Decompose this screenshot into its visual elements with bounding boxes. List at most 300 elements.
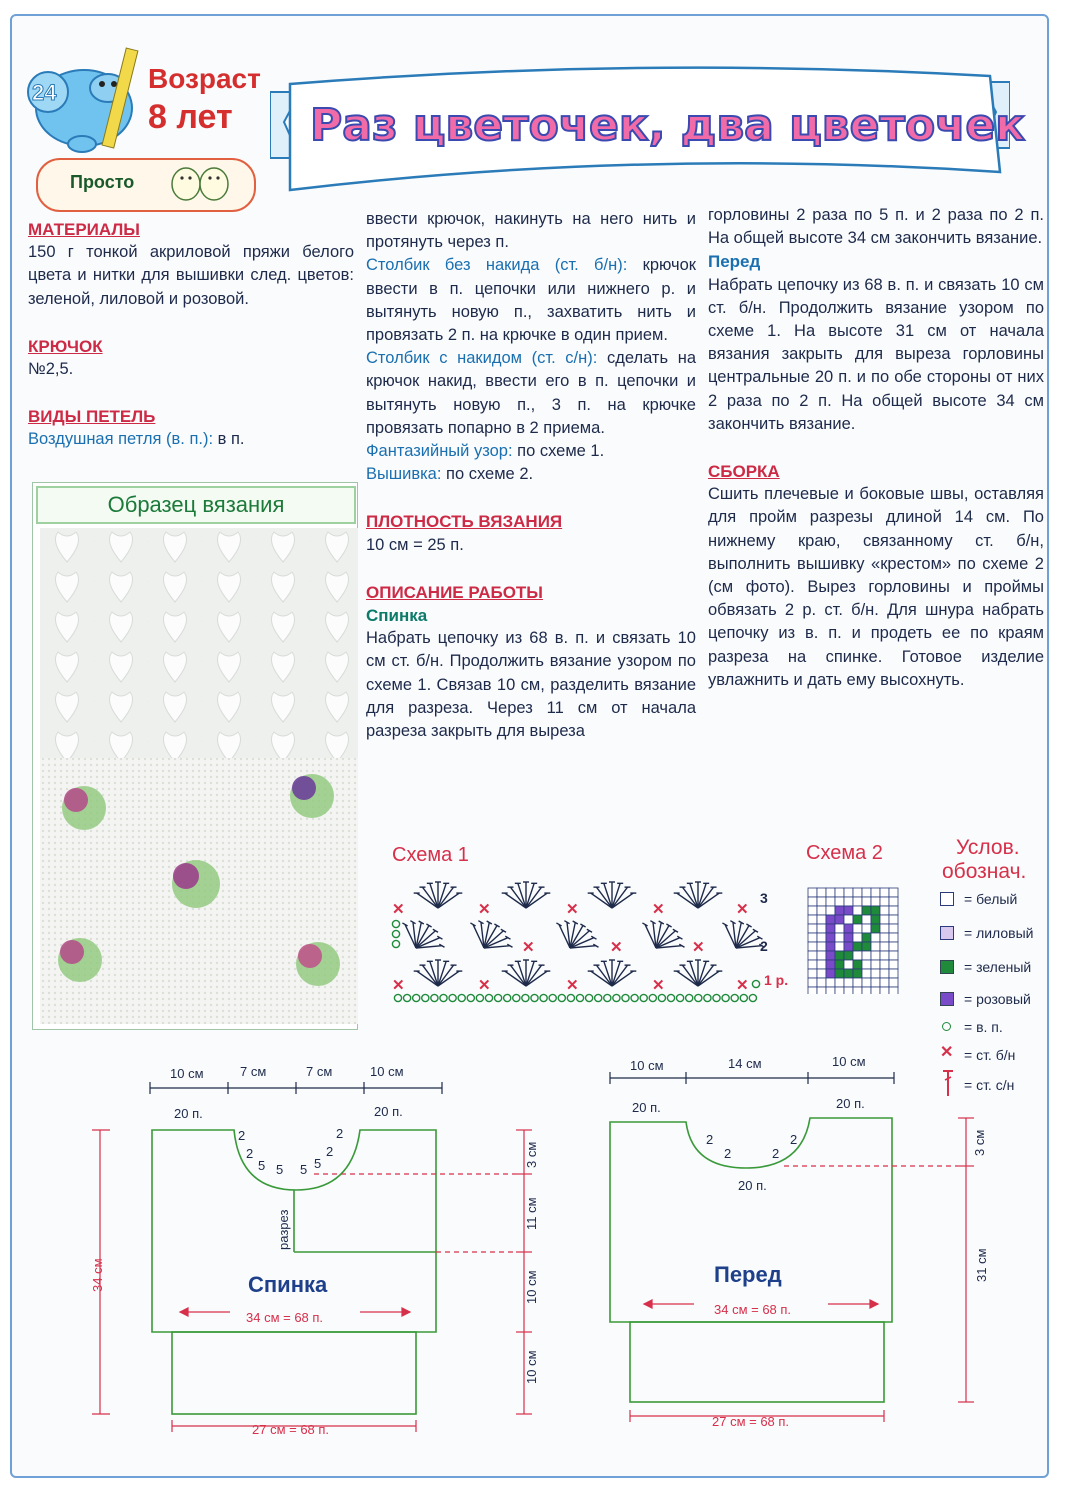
single-crochet-symbol: ✕ — [566, 901, 579, 918]
chain-stitch-text: в п. — [213, 430, 245, 449]
single-crochet-icon: ✕ — [940, 1044, 954, 1061]
grid-cell — [871, 888, 880, 897]
chain-symbol — [640, 994, 647, 1001]
single-crochet-symbol: ✕ — [652, 977, 665, 994]
fan-symbol — [502, 882, 551, 908]
chain-symbol — [392, 920, 399, 927]
chain-symbol — [513, 994, 520, 1001]
chain-symbol — [731, 994, 738, 1001]
hook-text: №2,5. — [28, 360, 74, 379]
legend-label: = розовый — [964, 991, 1031, 1007]
single-crochet-symbol: ✕ — [478, 977, 491, 994]
legend-label: = ст. с/н — [964, 1077, 1015, 1093]
single-crochet-symbol: ✕ — [652, 901, 665, 918]
grid-cell — [889, 933, 898, 942]
flower-embroidery-2 — [290, 774, 334, 818]
chain-symbol — [713, 994, 720, 1001]
legend-label: = лиловый — [964, 925, 1034, 941]
chain-symbol — [749, 994, 756, 1001]
age-line-1: Возраст — [148, 63, 261, 94]
front-bottom-label: 27 см = 68 п. — [712, 1414, 790, 1429]
back-text-continued: горловины 2 раза по 5 п. и 2 раза по 2 п. На общей высоте 34 см закончить вязание. — [708, 206, 1044, 248]
back-width-label: 34 см = 68 п. — [246, 1310, 324, 1325]
age-line-2: 8 лет — [148, 98, 233, 136]
grid-cell — [853, 906, 862, 915]
fan-symbol — [588, 882, 637, 908]
chain-symbol — [531, 994, 538, 1001]
chain-symbol — [677, 994, 684, 1001]
grid-cell — [880, 915, 889, 924]
front-pattern-diagram — [596, 1060, 1016, 1450]
page-title: Раз цветочек, два цветочек — [310, 100, 1026, 151]
grid-cell — [862, 888, 871, 897]
chain-symbol — [422, 994, 429, 1001]
single-crochet-term: Столбик без накида (ст. б/н): — [366, 256, 628, 275]
fan-symbol — [549, 913, 604, 960]
grid-cell — [862, 897, 871, 906]
grid-cell — [808, 897, 817, 906]
grid-cell — [808, 942, 817, 951]
grid-cell — [835, 897, 844, 906]
grid-cell — [817, 915, 826, 924]
back-right-dim-2: 11 см — [524, 1197, 539, 1230]
back-right-shoulder: 20 п. — [374, 1104, 403, 1119]
grid-cell — [853, 978, 862, 987]
fan-symbol — [502, 960, 551, 986]
sample-title: Образец вязания — [36, 486, 356, 524]
back-dim-2: 7 см — [240, 1064, 267, 1079]
back-neck-num: 2 — [336, 1126, 344, 1141]
chain-symbol — [476, 994, 483, 1001]
grid-cell — [808, 987, 817, 994]
front-dim-2: 14 см — [728, 1056, 762, 1071]
grid-cell — [808, 888, 817, 897]
grid-cell — [880, 978, 889, 987]
grid-cell — [826, 942, 835, 951]
chain-symbol — [467, 994, 474, 1001]
grid-cell — [871, 960, 880, 969]
assembly-heading: СБОРКА — [708, 462, 780, 482]
column-3 — [708, 204, 1044, 692]
chain-symbol — [576, 994, 583, 1001]
gauge-heading: ПЛОТНОСТЬ ВЯЗАНИЯ — [366, 512, 563, 532]
legend-title — [956, 836, 1020, 860]
grid-cell — [889, 978, 898, 987]
chain-symbol — [485, 994, 492, 1001]
back-pattern-diagram — [80, 1060, 560, 1450]
grid-cell — [844, 987, 853, 994]
chain-symbol — [522, 994, 529, 1001]
chain-symbol — [704, 994, 711, 1001]
legend-label: = зеленый — [964, 959, 1032, 975]
fan-symbol — [463, 913, 518, 960]
chain-symbol — [394, 994, 401, 1001]
grid-cell — [871, 933, 880, 942]
lilac-swatch — [940, 926, 954, 940]
grid-cell — [871, 906, 880, 915]
fan-symbol — [414, 960, 463, 986]
grid-cell — [880, 906, 889, 915]
knitting-sample-photo — [40, 528, 358, 1024]
single-crochet-symbol: ✕ — [478, 901, 491, 918]
grid-cell — [826, 897, 835, 906]
grid-cell — [835, 951, 844, 960]
legend-title-line-1: Услов. — [956, 836, 1020, 859]
chain-symbol — [458, 994, 465, 1001]
chain-symbol — [740, 994, 747, 1001]
schema-1-row-1: 1 р. — [764, 972, 789, 988]
difficulty-label: Просто — [70, 172, 135, 192]
front-dim-1: 10 см — [630, 1058, 664, 1073]
grid-cell — [844, 888, 853, 897]
legend-label: = ст. б/н — [964, 1047, 1016, 1063]
back-neck-num: 5 — [314, 1156, 322, 1171]
materials-heading: МАТЕРИАЛЫ — [28, 220, 140, 239]
grid-cell — [889, 951, 898, 960]
purple-swatch — [940, 992, 954, 1006]
fan-symbol — [414, 882, 463, 908]
grid-cell — [817, 951, 826, 960]
fan-symbol — [674, 960, 723, 986]
grid-cell — [817, 960, 826, 969]
chain-symbol — [392, 930, 399, 937]
chain-symbol — [649, 994, 656, 1001]
grid-cell — [817, 906, 826, 915]
grid-cell — [826, 969, 835, 978]
schema-2-title: Схема 2 — [806, 842, 883, 864]
grid-cell — [844, 942, 853, 951]
grid-cell — [817, 897, 826, 906]
chicks-icon — [168, 160, 232, 206]
double-crochet-term: Столбик с накидом (ст. с/н): — [366, 349, 598, 368]
flower-embroidery-4 — [58, 938, 102, 982]
grid-cell — [844, 915, 853, 924]
grid-cell — [835, 933, 844, 942]
grid-cell — [862, 933, 871, 942]
column-1 — [28, 218, 354, 452]
front-text: Набрать цепочку из 68 в. п. и связать 10 см ст. б/н. Продолжить вязание узором по схеме 1. На высоте 31 см от начала вязания закрыть для выреза горловины центральные 20 п. и по обе стороны от них 2 раза по 2 п. На общей высоте 34 см закончить вязание. — [708, 275, 1044, 433]
fancy-pattern-term: Фантазийный узор: — [366, 442, 513, 461]
double-crochet-line — [366, 347, 696, 440]
grid-cell — [862, 978, 871, 987]
fan-symbol — [674, 882, 723, 908]
chain-symbol — [595, 994, 602, 1001]
grid-cell — [826, 906, 835, 915]
grid-cell — [880, 942, 889, 951]
embroidery-text: по схеме 2. — [441, 465, 534, 484]
front-piece-name: Перед — [714, 1262, 782, 1287]
legend-title-line-2: обознач. — [942, 860, 1027, 883]
grid-cell — [826, 978, 835, 987]
chain-symbol — [549, 994, 556, 1001]
grid-cell — [871, 978, 880, 987]
grid-cell — [871, 897, 880, 906]
grid-cell — [889, 969, 898, 978]
single-crochet-symbol: ✕ — [692, 939, 705, 956]
grid-cell — [862, 960, 871, 969]
chain-stitch-continued: ввести крючок, накинуть на него нить и протянуть через п. — [366, 210, 696, 252]
chain-symbol — [658, 994, 665, 1001]
gauge-text: 10 см = 25 п. — [366, 535, 464, 554]
grid-cell — [835, 888, 844, 897]
grid-cell — [880, 933, 889, 942]
grid-cell — [871, 969, 880, 978]
schema-1-crochet-chart — [386, 872, 789, 1008]
grid-cell — [862, 924, 871, 933]
grid-cell — [871, 987, 880, 994]
chain-symbol — [431, 994, 438, 1001]
grid-cell — [808, 969, 817, 978]
chain-symbol — [631, 994, 638, 1001]
flower-embroidery-1 — [62, 786, 106, 830]
back-height-label: 34 см — [90, 1258, 105, 1292]
grid-cell — [817, 987, 826, 994]
grid-cell — [826, 933, 835, 942]
chain-symbol — [686, 994, 693, 1001]
grid-cell — [835, 978, 844, 987]
schema-1-title: Схема 1 — [392, 844, 469, 866]
page-number: 24 — [32, 80, 57, 105]
back-heading: Спинка — [366, 606, 428, 626]
grid-cell — [844, 933, 853, 942]
chain-symbol — [586, 994, 593, 1001]
grid-cell — [808, 951, 817, 960]
grid-cell — [853, 960, 862, 969]
single-crochet-symbol: ✕ — [736, 977, 749, 994]
grid-cell — [808, 906, 817, 915]
front-left-shoulder: 20 п. — [632, 1100, 661, 1115]
back-neck-num: 5 — [258, 1158, 266, 1173]
back-text: Набрать цепочку из 68 в. п. и связать 10 см ст. б/н. Продолжить вязание узором по схеме 1. Связав 10 см, разделить вязание для разреза. Через 11 см от начала разреза закрыть для выреза — [366, 629, 696, 741]
fancy-pattern-line — [366, 440, 696, 463]
grid-cell — [871, 942, 880, 951]
back-piece-name: Спинка — [248, 1272, 328, 1297]
grid-cell — [808, 924, 817, 933]
grid-cell — [835, 915, 844, 924]
grid-cell — [880, 969, 889, 978]
grid-cell — [817, 888, 826, 897]
assembly-text: Сшить плечевые и боковые швы, оставляя для пройм разрезы длиной 14 см. По нижнему краю, связанному ст. б/н, выполнить вышивку «крестом» по схеме 2 (см фото). Вырез горловины и проймы обвязать 2 р. ст. б/н. Для шнура набрать цепочку из в. п. и продеть ее по краям разреза на спинке. Готовое изделие увлажнить и дать ему высохнуть. — [708, 485, 1044, 689]
materials-text: 150 г тонкой акриловой пряжи белого цвета и нитки для вышивки след. цветов: зеленой, лиловой и розовой. — [28, 243, 354, 308]
front-right-dim-1: 3 см — [972, 1129, 987, 1156]
single-crochet-symbol: ✕ — [736, 901, 749, 918]
back-dim-4: 10 см — [370, 1064, 404, 1079]
schema-1-row-3: 3 — [760, 890, 768, 906]
chain-stitch-icon — [942, 1022, 951, 1031]
single-crochet-symbol: ✕ — [392, 977, 405, 994]
grid-cell — [880, 888, 889, 897]
chain-symbol — [613, 994, 620, 1001]
chain-symbol — [752, 980, 759, 987]
back-right-dim-1: 3 см — [524, 1141, 539, 1168]
grid-cell — [889, 906, 898, 915]
back-dim-1: 10 см — [170, 1066, 204, 1081]
grid-cell — [889, 888, 898, 897]
grid-cell — [844, 960, 853, 969]
grid-cell — [817, 924, 826, 933]
single-crochet-symbol: ✕ — [392, 901, 405, 918]
front-neck-num: 2 — [724, 1146, 732, 1161]
chain-stitch-term: Воздушная петля (в. п.): — [28, 430, 214, 449]
grid-cell — [889, 960, 898, 969]
grid-cell — [853, 897, 862, 906]
grid-cell — [844, 897, 853, 906]
chain-symbol — [504, 994, 511, 1001]
back-slit-label: разрез — [276, 1209, 291, 1250]
chain-symbol — [495, 994, 502, 1001]
grid-cell — [862, 969, 871, 978]
grid-cell — [871, 924, 880, 933]
flower-embroidery-5 — [296, 942, 340, 986]
grid-cell — [880, 960, 889, 969]
stitches-line — [28, 428, 354, 451]
grid-cell — [835, 924, 844, 933]
chain-symbol — [567, 994, 574, 1001]
white-swatch — [940, 892, 954, 906]
stitches-heading: ВИДЫ ПЕТЕЛЬ — [28, 407, 156, 427]
grid-cell — [835, 906, 844, 915]
grid-cell — [862, 987, 871, 994]
grid-cell — [808, 978, 817, 987]
column-2 — [366, 208, 696, 743]
grid-cell — [808, 933, 817, 942]
grid-cell — [844, 924, 853, 933]
fan-symbol — [588, 960, 637, 986]
chain-symbol — [440, 994, 447, 1001]
grid-cell — [817, 942, 826, 951]
age-label — [148, 60, 261, 136]
chain-symbol — [558, 994, 565, 1001]
single-crochet-text: крючок ввести в п. цепочки или нижнего р. и вытянуть новую п., захватить нить и провязать 2 п. на крючке в один прием. — [366, 256, 696, 345]
grid-cell — [826, 888, 835, 897]
grid-cell — [880, 987, 889, 994]
grid-cell — [835, 960, 844, 969]
grid-cell — [835, 942, 844, 951]
grid-cell — [853, 951, 862, 960]
chain-symbol — [667, 994, 674, 1001]
double-crochet-text: сделать на крючок накид, ввести его в п. цепочки и вытянуть новую п., 3 п. на крючке провязать попарно в 2 приема. — [366, 349, 696, 437]
chain-symbol — [722, 994, 729, 1001]
grid-cell — [826, 924, 835, 933]
grid-cell — [889, 942, 898, 951]
chain-symbol — [695, 994, 702, 1001]
chain-symbol — [392, 940, 399, 947]
front-neck-num: 2 — [790, 1132, 798, 1147]
chain-symbol — [540, 994, 547, 1001]
chain-symbol — [622, 994, 629, 1001]
grid-cell — [844, 951, 853, 960]
back-right-dim-4: 10 см — [524, 1350, 539, 1384]
grid-cell — [853, 888, 862, 897]
embroidery-line — [366, 463, 696, 486]
hook-heading: КРЮЧОК — [28, 336, 103, 356]
single-crochet-symbol: ✕ — [566, 977, 579, 994]
grid-cell — [880, 951, 889, 960]
front-right-dim-2: 31 см — [974, 1248, 989, 1282]
fan-symbol — [635, 913, 690, 960]
grid-cell — [862, 915, 871, 924]
grid-cell — [889, 924, 898, 933]
chain-symbol — [604, 994, 611, 1001]
legend-label: = белый — [964, 891, 1018, 907]
grid-cell — [880, 897, 889, 906]
grid-cell — [853, 933, 862, 942]
back-dim-3: 7 см — [306, 1064, 333, 1079]
front-neck-bottom: 20 п. — [738, 1178, 767, 1193]
legend-label: = в. п. — [964, 1019, 1003, 1035]
grid-cell — [844, 906, 853, 915]
front-neck-num: 2 — [772, 1146, 780, 1161]
back-neck-num: 2 — [246, 1146, 254, 1161]
grid-cell — [871, 915, 880, 924]
grid-cell — [889, 987, 898, 994]
chain-symbol — [449, 994, 456, 1001]
grid-cell — [835, 987, 844, 994]
grid-cell — [871, 951, 880, 960]
grid-cell — [889, 897, 898, 906]
single-crochet-symbol: ✕ — [522, 939, 535, 956]
grid-cell — [826, 960, 835, 969]
back-left-shoulder: 20 п. — [174, 1106, 203, 1121]
single-crochet-symbol: ✕ — [610, 939, 623, 956]
grid-cell — [826, 951, 835, 960]
grid-cell — [889, 915, 898, 924]
chain-symbol — [404, 994, 411, 1001]
grid-cell — [853, 942, 862, 951]
grid-cell — [844, 978, 853, 987]
front-neck-num: 2 — [706, 1132, 714, 1147]
grid-cell — [808, 915, 817, 924]
back-neck-num: 2 — [326, 1144, 334, 1159]
grid-cell — [862, 906, 871, 915]
grid-cell — [808, 960, 817, 969]
grid-cell — [844, 969, 853, 978]
back-neck-num: 5 — [300, 1162, 308, 1177]
flower-embroidery-3 — [172, 860, 220, 908]
single-crochet-line — [366, 254, 696, 347]
front-heading: Перед — [708, 252, 761, 272]
front-right-shoulder: 20 п. — [836, 1096, 865, 1111]
back-neck-num: 2 — [238, 1128, 246, 1143]
green-swatch — [940, 960, 954, 974]
embroidery-term: Вышивка: — [366, 465, 442, 484]
grid-cell — [826, 915, 835, 924]
grid-cell — [853, 915, 862, 924]
grid-cell — [817, 969, 826, 978]
grid-cell — [862, 951, 871, 960]
chain-symbol — [413, 994, 420, 1001]
grid-cell — [835, 969, 844, 978]
fan-symbol — [395, 913, 450, 960]
grid-cell — [817, 933, 826, 942]
front-dim-3: 10 см — [832, 1054, 866, 1069]
grid-cell — [853, 987, 862, 994]
grid-cell — [862, 942, 871, 951]
back-neck-num: 5 — [276, 1162, 284, 1177]
grid-cell — [826, 987, 835, 994]
back-bottom-label: 27 см = 68 п. — [252, 1422, 330, 1437]
fancy-pattern-text: по схеме 1. — [512, 442, 605, 461]
front-width-label: 34 см = 68 п. — [714, 1302, 792, 1317]
grid-cell — [817, 978, 826, 987]
back-right-dim-3: 10 см — [524, 1270, 539, 1304]
grid-cell — [880, 924, 889, 933]
grid-cell — [853, 924, 862, 933]
schema-1-row-2: 2 — [760, 938, 768, 954]
grid-cell — [853, 969, 862, 978]
schema-2-embroidery-grid — [806, 886, 912, 994]
work-description-heading: ОПИСАНИЕ РАБОТЫ — [366, 582, 543, 602]
